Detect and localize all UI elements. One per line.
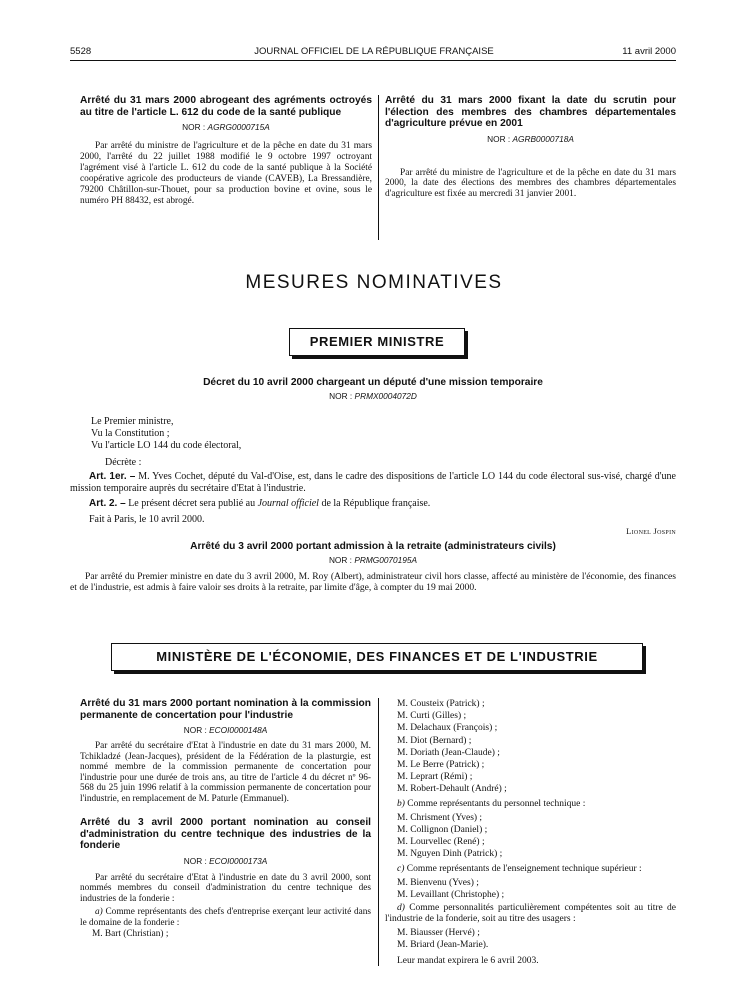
member-name: M. Biausser (Hervé) ; (397, 928, 480, 939)
section-heading: MESURES NOMINATIVES (245, 272, 503, 293)
journal-title: JOURNAL OFFICIEL DE LA RÉPUBLIQUE FRANÇAISE (254, 46, 494, 57)
member-name: M. Doriath (Jean-Claude) ; (397, 747, 500, 758)
member-name: M. Collignon (Daniel) ; (397, 825, 488, 836)
premier-ministre-box: PREMIER MINISTRE (289, 328, 465, 356)
article-1: Art. 1er. – M. Yves Cochet, député du Val-d'Oise, est, dans le cadre des dispositions de l'article LO 144 du code électoral sus-visé, chargé d'une mission temporaire auprès du secrétaire d'Etat à l'industrie. (70, 470, 676, 494)
member-name: M. Le Berre (Patrick) ; (397, 760, 485, 771)
nor-reference: NOR : ECOI0000148A (183, 725, 268, 735)
member-name: M. Bienvenu (Yves) ; (397, 877, 479, 888)
visa-line: Vu la Constitution ; (91, 427, 170, 439)
nor-reference: NOR : PRMG0070195A (328, 554, 418, 565)
member-name: M. Lourvellec (René) ; (397, 837, 485, 848)
member-name: M. Curti (Gilles) ; (397, 711, 467, 722)
article-body: Par arrêté du secrétaire d'Etat à l'industrie en date du 31 mars 2000, M. Tchikladzé (Jean-Jacques), président de la Fédération de la plasturgie, est nommé membre de la commission permanente de concertation pour l'industrie pour une durée de trois ans, au titre de l'article 4 du décret nº 96-568 du 25 juin 1996 relatif à la commission permanente de concertation pour l'industrie, en remplacement de M. Paturle (Emmanuel). (80, 741, 371, 804)
member-name: M. Chrisment (Yves) ; (397, 812, 483, 823)
column-divider (378, 95, 379, 240)
fait-a-paris: Fait à Paris, le 10 avril 2000. (89, 514, 205, 526)
article-body: Par arrêté du secrétaire d'Etat à l'industrie en date du 3 avril 2000, sont nommés membres du conseil d'administration du centre technique des industries de la fonderie : (80, 872, 371, 904)
member-name: M. Bart (Christian) ; (92, 928, 169, 939)
nor-reference: NOR : PRMX0004072D (329, 390, 417, 401)
nor-reference: NOR : ECOI0000173A (183, 855, 268, 866)
category-b: b) Comme représentants du personnel technique : (397, 798, 586, 809)
article-body: Par arrêté du ministre de l'agriculture et de la pêche en date du 31 mars 2000, l'arrêté du 22 juillet 1988 modifié le 9 octobre 1997 octroyant l'agrément visé à l'article L. 612 du code de la santé publique à la Société coopérative agricole des producteurs de viande (CAVEB), La Bressandière, 79200 Châtillon-sur-Thouet, pour sa production bovine et ovine, sous le numéro PH 88432, est abrogé. (80, 141, 372, 206)
member-name: M. Delachaux (François) ; (397, 723, 498, 734)
article-body: Par arrêté du ministre de l'agriculture et de la pêche en date du 31 mars 2000, la date des élections des membres des chambres départementales d'agriculture est fixée au mercredi 31 janvier 2001. (385, 167, 676, 200)
decret-title: Décret du 10 avril 2000 chargeant un député d'une mission temporaire (203, 377, 543, 388)
mandate-closing: Leur mandat expirera le 6 avril 2003. (397, 955, 539, 966)
page-number: 5528 (70, 46, 92, 57)
member-name: M. Leprart (Rémi) ; (397, 772, 473, 783)
member-name: M. Nguyen Dinh (Patrick) ; (397, 849, 503, 860)
ministere-left-column (80, 698, 371, 940)
article-2-label: Art. 2. – (89, 497, 126, 509)
category-d: d) Comme personnalités particulièrement compétentes soit au titre de l'industrie de la fonderie, soit au titre des usagers : (385, 903, 676, 925)
visa-line: Vu l'article LO 144 du code électoral, (91, 439, 242, 451)
member-name: M. Cousteix (Patrick) ; (397, 699, 485, 709)
article-title: Arrêté du 31 mars 2000 fixant la date du scrutin pour l'élection des membres des chambres départementales d'agriculture prévue en 2001 (385, 95, 676, 129)
article-title: Arrêté du 31 mars 2000 portant nomination à la commission permanente de concertation pour l'industrie (80, 698, 371, 721)
member-name: M. Diot (Bernard) ; (397, 735, 472, 746)
article-agrements (80, 95, 372, 206)
column-divider (378, 698, 379, 966)
decrete-line: Décrète : (105, 456, 142, 468)
article-elections (385, 95, 676, 200)
signature: Lionel Jospin (626, 525, 676, 536)
article-1-label: Art. 1er. – (89, 470, 136, 482)
arrete-body: Par arrêté du Premier ministre en date du 3 avril 2000, M. Roy (Albert), administrateur civil hors classe, affecté au ministère de l'économie, des finances et de l'industrie, est admis à faire valoir ses droits à la retraite, par limite d'âge, à compter du 19 mai 2000. (70, 570, 676, 593)
visa-line: Le Premier ministre, (91, 415, 174, 427)
ministere-right-column (385, 698, 676, 967)
member-name: M. Briard (Jean-Marie). (397, 940, 489, 951)
header-rule (70, 60, 676, 61)
article-2: Art. 2. – Le présent décret sera publié au Journal officiel de la République française. (89, 497, 431, 509)
nor-reference: NOR : AGRG0000715A (182, 122, 270, 132)
article-title: Arrêté du 31 mars 2000 abrogeant des agréments octroyés au titre de l'article L. 612 du code de la santé publique (80, 95, 372, 118)
arrete-retraite (70, 541, 676, 593)
member-name: M. Levaillant (Christophe) ; (397, 890, 505, 901)
decret-mission (70, 377, 676, 537)
issue-date: 11 avril 2000 (622, 46, 676, 57)
category-c: c) Comme représentants de l'enseignement technique supérieur : (397, 863, 642, 874)
member-name: M. Robert-Dehault (André) ; (397, 784, 507, 795)
category-a: a) Comme représentants des chefs d'entreprise exerçant leur activité dans le domaine de la fonderie : (80, 907, 371, 928)
decret-visas (70, 416, 676, 452)
ministere-box: MINISTÈRE DE L'ÉCONOMIE, DES FINANCES ET DE L'INDUSTRIE (111, 643, 643, 671)
arrete-title: Arrêté du 3 avril 2000 portant admission à la retraite (administrateurs civils) (190, 541, 556, 552)
article-title: Arrêté du 3 avril 2000 portant nomination au conseil d'administration du centre technique des industries de la fonderie (80, 817, 371, 851)
nor-reference: NOR : AGRB0000718A (487, 133, 574, 144)
